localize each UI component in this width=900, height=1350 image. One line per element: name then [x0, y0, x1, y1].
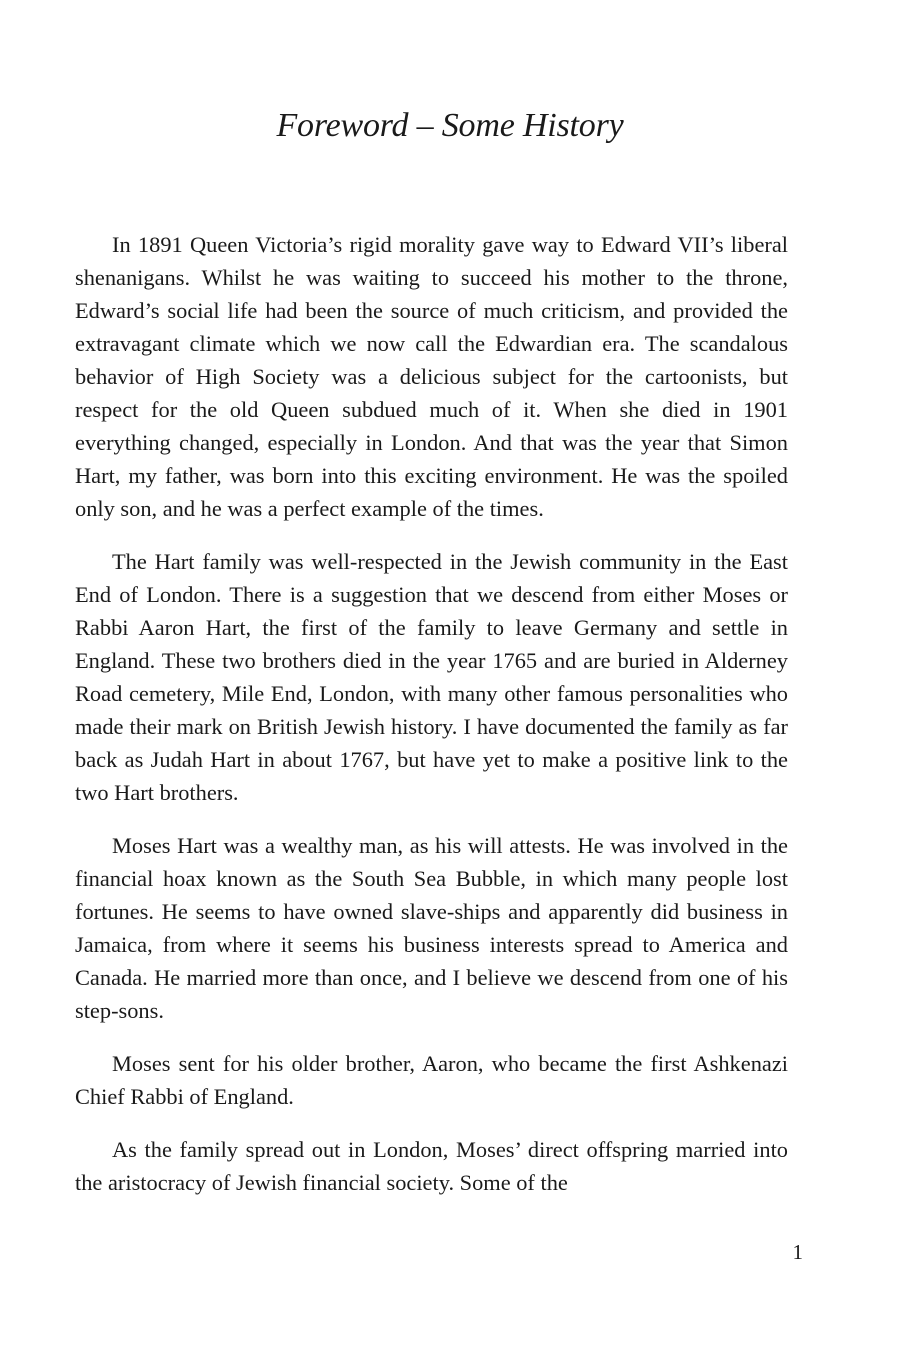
chapter-title: Foreword – Some History — [276, 107, 624, 144]
paragraph-3: Moses Hart was a wealthy man, as his will attests. He was involved in the financial hoax known as the South Sea Bubble, in which many people lost fortunes. He seems to have owned slave-ships and apparently did business in Jamaica, from where it seems his business interests spread to America and Canada. He married more than once, and I believe we descend from one of his step-sons. — [75, 833, 788, 1023]
page-number: 1 — [792, 1240, 803, 1264]
paragraph-5: As the family spread out in London, Moses’ direct offspring married into the aristocracy of Jewish financial society. Some of the — [75, 1137, 788, 1195]
paragraph-4: Moses sent for his older brother, Aaron, who became the first Ashkenazi Chief Rabbi of England. — [75, 1051, 788, 1109]
body-text — [75, 228, 788, 1219]
paragraph-2: The Hart family was well-respected in the Jewish community in the East End of London. There is a suggestion that we descend from either Moses or Rabbi Aaron Hart, the first of the family to leave Germany and settle in England. These two brothers died in the year 1765 and are buried in Alderney Road cemetery, Mile End, London, with many other famous personalities who made their mark on British Jewish history. I have documented the family as far back as Judah Hart in about 1767, but have yet to make a positive link to the two Hart brothers. — [75, 549, 788, 805]
paragraph-1: In 1891 Queen Victoria’s rigid morality gave way to Edward VII’s liberal shenanigans. Whilst he was waiting to succeed his mother to the throne, Edward’s social life had been the source of much criticism, and provided the extravagant climate which we now call the Edwardian era. The scandalous behavior of High Society was a delicious subject for the cartoonists, but respect for the old Queen subdued much of it. When she died in 1901 everything changed, especially in London. And that was the year that Simon Hart, my father, was born into this exciting environment. He was the spoiled only son, and he was a perfect example of the times. — [75, 232, 788, 521]
